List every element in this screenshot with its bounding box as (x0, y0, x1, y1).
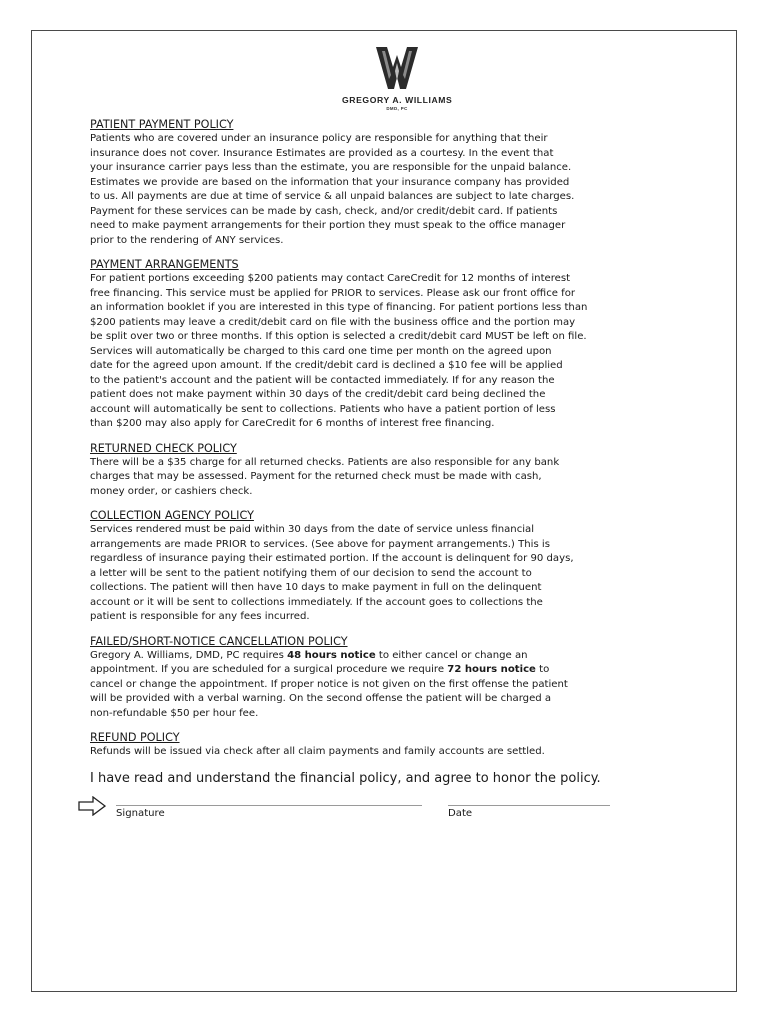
section-text-line: account or it will be sent to collections immediately. If the account goes to collections the (90, 596, 543, 608)
policy-section (90, 731, 696, 760)
section-text-line: patient does not make payment within 30 days of the credit/debit card being declined the (90, 389, 546, 400)
section-text-line: Payment for these services can be made by cash, check, and/or credit/debit card. If patients (90, 205, 558, 217)
policy-section (90, 635, 696, 722)
document-page (31, 30, 737, 992)
section-text-line: patient is responsible for any fees incurred. (90, 611, 310, 622)
practice-credentials: DMD, PC (386, 106, 408, 111)
policy-content (90, 118, 696, 832)
section-text-line: appointment. If you are scheduled for a surgical procedure we require 72 hours notice to (90, 664, 550, 675)
section-text-line: than $200 may also apply for CareCredit for 6 months of interest free financing. (90, 418, 495, 429)
section-text-line: charges that may be assessed. Payment for the returned check must be made with cash, (90, 471, 542, 482)
practice-name: GREGORY A. WILLIAMS (342, 95, 453, 105)
section-text-line: There will be a $35 charge for all returned checks. Patients are also responsible for any bank (90, 456, 560, 468)
section-heading: PATIENT PAYMENT POLICY (90, 118, 234, 131)
section-text-line: regardless of insurance paying their estimated portion. If the account is delinquent for 90 days, (90, 553, 574, 564)
section-text-line: a letter will be sent to the patient notifying them of our decision to send the account to (90, 567, 532, 579)
section-text-line: Refunds will be issued via check after all claim payments and family accounts are settled. (90, 746, 545, 757)
signature-row (90, 792, 696, 832)
section-text-line: arrangements are made PRIOR to services. (See above for payment arrangements.) This is (90, 538, 550, 550)
policy-section (90, 442, 696, 500)
acknowledgement-statement: I have read and understand the financial policy, and agree to honor the policy. (90, 770, 601, 786)
stylized-w-logo-icon (373, 45, 421, 91)
policy-section (90, 118, 696, 248)
section-text-line: For patient portions exceeding $200 patients may contact CareCredit for 12 months of interest (90, 273, 571, 284)
section-text-line: your insurance carrier pays less than the estimate, you are responsible for the unpaid balance. (90, 162, 572, 173)
signature-label: Signature (116, 807, 165, 819)
section-text-line: an information booklet if you are interested in this type of financing. For patient portions less than (90, 302, 588, 313)
section-text-line: non-refundable $50 per hour fee. (90, 707, 259, 719)
section-text-line: need to make payment arrangements for their portion they must speak to the office manager (90, 220, 566, 231)
section-text-line: collections. The patient will then have 10 days to make payment in full on the delinquent (90, 582, 542, 593)
section-text-line: $200 patients may leave a credit/debit card on file with the business office and the portion may (90, 316, 576, 328)
section-text-line: insurance does not cover. Insurance Estimates are provided as a courtesy. In the event that (90, 147, 554, 159)
section-text-line: date for the agreed upon amount. If the credit/debit card is declined a $10 fee will be applied (90, 360, 563, 371)
section-text-line: to us. All payments are due at time of service & all unpaid balances are subject to late charges. (90, 191, 575, 202)
section-text-line: money order, or cashiers check. (90, 485, 253, 497)
section-text-line: Services rendered must be paid within 30 days from the date of service unless financial (90, 524, 535, 535)
section-text-line: to the patient's account and the patient will be contacted immediately. If for any reason the (90, 374, 555, 386)
signature-line[interactable] (116, 805, 422, 806)
policy-section (90, 258, 696, 432)
section-heading: PAYMENT ARRANGEMENTS (90, 258, 239, 271)
section-text-line: Services will automatically be charged to this card one time per month on the agreed upon (90, 345, 552, 357)
right-arrow-outline-icon (78, 796, 106, 816)
section-text-line: cancel or change the appointment. If proper notice is not given on the first offense the patient (90, 678, 568, 690)
policy-sections (90, 118, 696, 760)
section-text-line: account will automatically be sent to collections. Patients who have a patient portion of less (90, 403, 556, 415)
section-heading: FAILED/SHORT-NOTICE CANCELLATION POLICY (90, 634, 348, 648)
policy-section (90, 509, 696, 625)
section-text-line: Estimates we provide are based on the information that your insurance company has provided (90, 176, 570, 188)
section-text-line: prior to the rendering of ANY services. (90, 234, 284, 246)
section-text-line: free financing. This service must be applied for PRIOR to services. Please ask our front office for (90, 287, 576, 299)
section-text-line: will be provided with a verbal warning. On the second offense the patient will be charged a (90, 693, 552, 704)
section-heading: REFUND POLICY (90, 731, 180, 744)
emphasis-text: 48 hours notice (287, 649, 376, 661)
section-text-line: be split over two or three months. If this option is selected a credit/debit card MUST be left on file. (90, 331, 587, 342)
emphasis-text: 72 hours notice (447, 664, 536, 675)
section-heading: RETURNED CHECK POLICY (90, 441, 237, 455)
date-label: Date (448, 807, 473, 819)
practice-logo (342, 45, 452, 111)
date-line[interactable] (448, 805, 610, 806)
section-text-line: Gregory A. Williams, DMD, PC requires 48 hours notice to either cancel or change an (90, 649, 528, 661)
section-heading: COLLECTION AGENCY POLICY (90, 509, 254, 522)
section-text-line: Patients who are covered under an insurance policy are responsible for anything that their (90, 133, 548, 144)
